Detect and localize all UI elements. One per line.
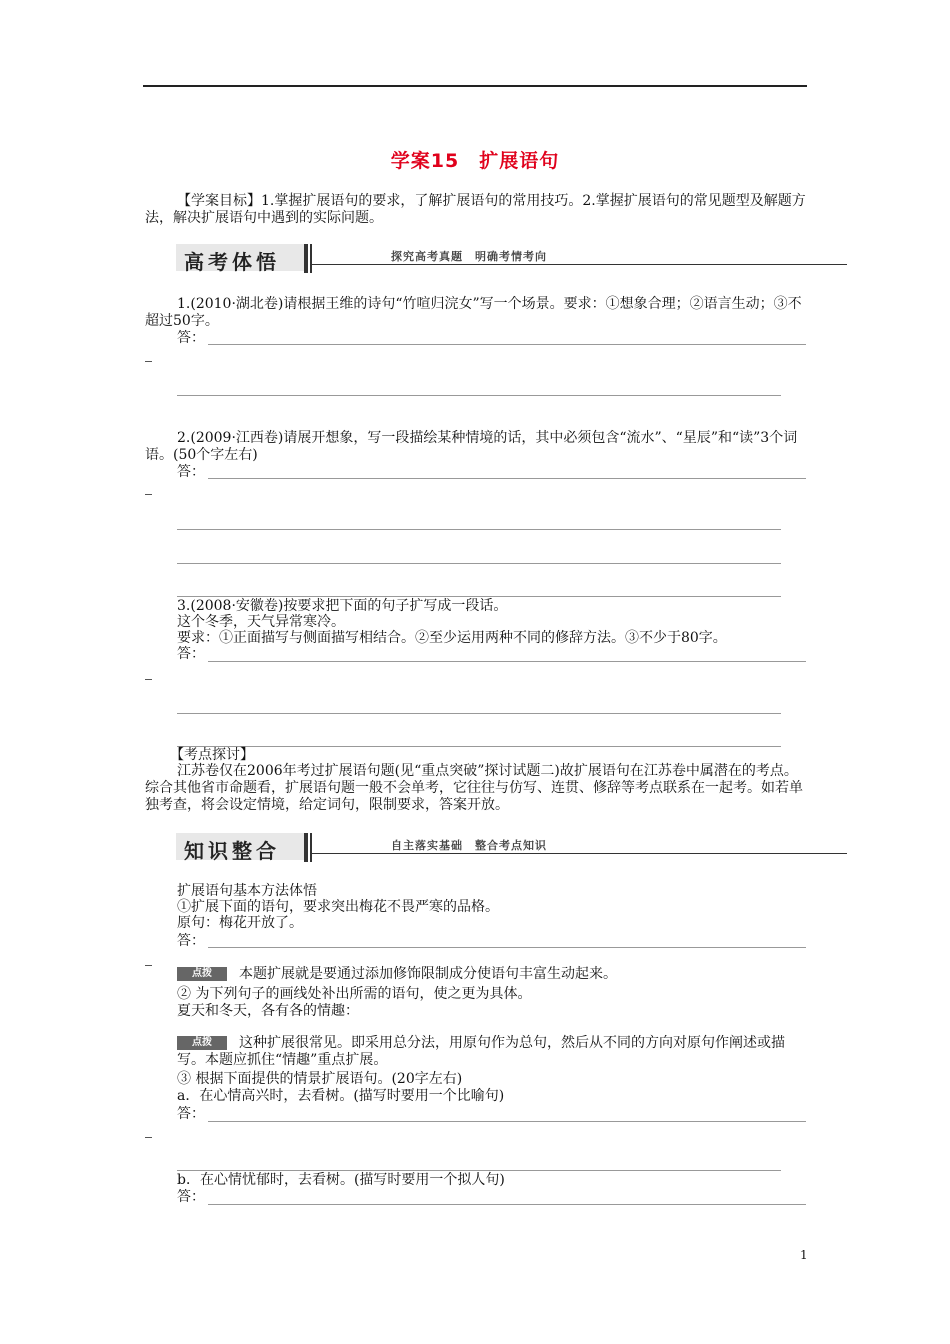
answer-label: 答： [177,464,205,480]
answer-label: 答： [177,330,205,346]
banner-title: 知识整合 [184,839,280,863]
method-item-2: ② 为下列句子的画线处补出所需的语句，使之更为具体。 [177,986,532,1002]
banner-subtitle: 自主落实基础 整合考点知识 [391,839,547,852]
banner-title: 高考体悟 [184,250,280,274]
question-3-line1: 3.(2008·安徽卷)按要求把下面的句子扩写成一段话。 [177,598,508,614]
dash-mark [145,494,152,495]
tip-badge: 点拨 [177,1036,227,1050]
answer-label: 答： [177,646,205,662]
goal-paragraph [145,193,810,227]
banner-gaokao [176,244,847,274]
answer-line[interactable] [208,1121,806,1122]
kaodian-text: 江苏卷仅在2006年考过扩展语句题(见“重点突破”探讨试题二)故扩展语句在江苏卷中属潜在的考点。综合其他省市命题看，扩展语句题一般不会单考，它往往与仿写、连贯、修辞等考点联系在一起考。如若单独考查，将会设定情境，给定词句，限制要求，答案开放。 [145,763,803,813]
method-item-1-original: 原句：梅花开放了。 [177,915,303,931]
question-3-line2: 这个冬季，天气异常寒冷。 [177,614,345,630]
question-1: 1.(2010·湖北卷)请根据王维的诗句“竹喧归浣女”写一个场景。要求：①想象合理；②语言生动；③不超过50字。 [145,296,802,329]
method-heading: 扩展语句基本方法体悟 [177,883,317,899]
dash-mark [145,361,152,362]
tip-2-text: 这种扩展很常见。即采用总分法，用原句作为总句，然后从不同的方向对原句作阐述或描写。本题应抓住“情趣”重点扩展。 [177,1035,785,1068]
question-2: 2.(2009·江西卷)请展开想象，写一段描绘某种情境的话，其中必须包含“流水”、“星辰”和“读”3个词语。(50个字左右) [145,430,798,463]
method-item-2-sentence: 夏天和冬天，各有各的情趣： [177,1003,359,1019]
dash-mark [145,679,152,680]
method-item-1: ①扩展下面的语句，要求突出梅花不畏严寒的品格。 [177,899,499,915]
answer-line[interactable] [177,563,781,564]
goal-text: 1.掌握扩展语句的要求，了解扩展语句的常用技巧。2.掌握扩展语句的常见题型及解题方法，解决扩展语句中遇到的实际问题。 [145,193,806,226]
answer-line[interactable] [177,529,781,530]
answer-label: 答： [177,1106,205,1122]
goal-label: 【学案目标】 [177,193,261,209]
page-number: 1 [800,1248,808,1262]
banner-subtitle: 探究高考真题 明确考情考向 [391,250,547,263]
tip-badge: 点拨 [177,967,227,981]
question-3-line3: 要求：①正面描写与侧面描写相结合。②至少运用两种不同的修辞方法。③不少于80字。 [177,630,727,646]
answer-line[interactable] [177,596,781,597]
tip-1-text: 本题扩展就是要通过添加修饰限制成分使语句丰富生动起来。 [239,966,617,982]
dash-mark [145,1137,152,1138]
answer-line[interactable] [208,344,806,345]
answer-label: 答： [177,1189,205,1205]
answer-line[interactable] [177,395,781,396]
answer-line[interactable] [177,713,781,714]
answer-label: 答： [177,933,205,949]
dash-mark [145,965,152,966]
answer-line[interactable] [208,947,806,948]
tip-1 [177,966,807,983]
answer-line[interactable] [208,478,806,479]
page-title: 学案15 扩展语句 [390,150,560,172]
method-item-3: ③ 根据下面提供的情景扩展语句。(20字左右) [177,1071,463,1087]
top-rule [143,85,807,87]
answer-line[interactable] [177,1170,781,1171]
method-item-3b: b．在心情忧郁时，去看树。(描写时要用一个拟人句) [177,1172,505,1188]
method-item-3a: a．在心情高兴时，去看树。(描写时要用一个比喻句) [177,1088,505,1104]
banner-zhishi [176,833,847,863]
tip-2 [177,1035,807,1069]
answer-line[interactable] [208,1204,806,1205]
answer-line[interactable] [208,661,806,662]
kaodian-label: 【考点探讨】 [170,747,254,763]
